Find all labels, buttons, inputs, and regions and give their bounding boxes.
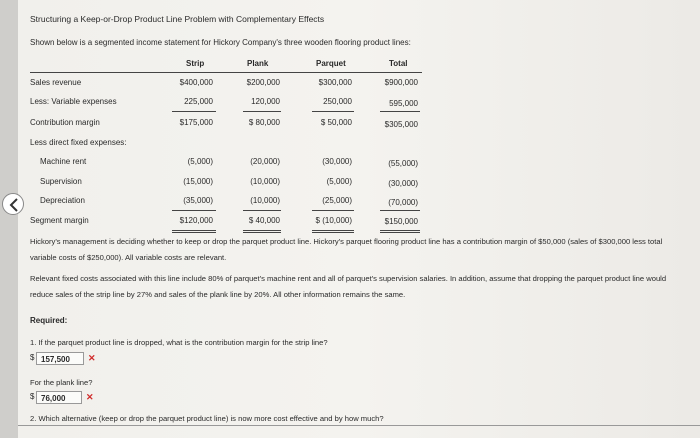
back-nav-button[interactable] [2,193,24,215]
question-1b: For the plank line? [30,378,93,387]
cell-cm-total: $305,000 [384,120,418,129]
double-underline [380,230,420,231]
cell-supervision-total: (30,000) [388,179,418,188]
cell-depreciation-strip: (35,000) [183,196,213,205]
cell-segment-plank: $ 40,000 [248,216,280,225]
question-1: 1. If the parquet product line is dropped, what is the contribution margin for the strip line? [30,338,328,347]
cell-sales-parquet: $300,000 [318,78,352,87]
dollar-sign: $ [30,353,35,362]
incorrect-icon: ✕ [88,353,96,363]
cell-sales-strip: $400,000 [179,78,213,87]
double-underline [380,232,420,233]
cell-supervision-plank: (10,000) [250,177,280,186]
col-header-parquet: Parquet [316,59,346,68]
double-underline [243,232,281,233]
cell-rent-plank: (20,000) [250,157,280,166]
row-label-segment: Segment margin [30,216,89,225]
cell-rent-total: (55,000) [388,159,418,168]
answer-strip-input[interactable]: 157,500 [36,352,84,365]
underline [380,111,420,112]
cell-variable-plank: 120,000 [251,97,280,106]
row-label-variable: Less: Variable expenses [30,97,117,106]
intro-text: Shown below is a segmented income statement for Hickory Company's three wooden flooring product lines: [30,38,411,47]
dollar-sign: $ [30,392,35,401]
col-header-total: Total [389,59,408,68]
cell-segment-strip: $120,000 [179,216,213,225]
page-title: Structuring a Keep-or-Drop Product Line Problem with Complementary Effects [30,14,325,24]
cell-supervision-parquet: (5,000) [326,177,352,186]
cell-variable-strip: 225,000 [184,97,213,106]
cell-segment-parquet: $ (10,000) [315,216,352,225]
row-label-depreciation: Depreciation [40,196,85,205]
underline [172,210,216,211]
question-2: 2. Which alternative (keep or drop the parquet product line) is now more cost effective and by how much? [30,414,384,423]
cell-segment-total: $150,000 [384,217,418,226]
cell-rent-parquet: (30,000) [322,157,352,166]
cell-cm-strip: $175,000 [179,118,213,127]
cell-cm-plank: $ 80,000 [248,118,280,127]
bottom-divider [18,425,700,426]
row-label-sales: Sales revenue [30,78,82,87]
left-margin [0,0,18,438]
cell-rent-strip: (5,000) [187,157,213,166]
double-underline [243,230,281,231]
paragraph-management: Hickory's management is deciding whether to keep or drop the parquet product line. Hickory's parquet flooring product line has a contribution margin of $50,000 (sales of $300,000 less total variable costs of $250,000). All variable costs are relevant. [30,237,663,262]
header-rule [30,72,422,73]
underline [172,111,216,112]
underline [312,111,354,112]
cell-supervision-strip: (15,000) [183,177,213,186]
underline [243,111,281,112]
cell-variable-parquet: 250,000 [323,97,352,106]
underline [380,210,420,211]
cell-cm-parquet: $ 50,000 [320,118,352,127]
row-label-fixed-header: Less direct fixed expenses: [30,138,127,147]
cell-depreciation-plank: (10,000) [250,196,280,205]
double-underline [312,232,354,233]
cell-depreciation-parquet: (25,000) [322,196,352,205]
row-label-cm: Contribution margin [30,118,100,127]
double-underline [172,232,216,233]
answer-plank-input[interactable]: 76,000 [36,391,82,404]
underline [243,210,281,211]
cell-sales-total: $900,000 [384,78,418,87]
cell-depreciation-total: (70,000) [388,198,418,207]
cell-variable-total: 595,000 [389,99,418,108]
double-underline [312,230,354,231]
underline [312,210,354,211]
col-header-plank: Plank [247,59,269,68]
chevron-left-icon [8,198,20,212]
incorrect-icon: ✕ [86,392,94,402]
row-label-rent: Machine rent [40,157,87,166]
required-heading: Required: [30,316,68,325]
row-label-supervision: Supervision [40,177,82,186]
cell-sales-plank: $200,000 [246,78,280,87]
col-header-strip: Strip [186,59,205,68]
paragraph-relevant-costs: Relevant fixed costs associated with this line include 80% of parquet's machine rent and all of parquet's supervision salaries. In addition, assume that dropping the parquet product line would reduce sales of the strip line by 27% and sales of the plank line by 20%. All other information remains the same. [30,274,667,299]
double-underline [172,230,216,231]
